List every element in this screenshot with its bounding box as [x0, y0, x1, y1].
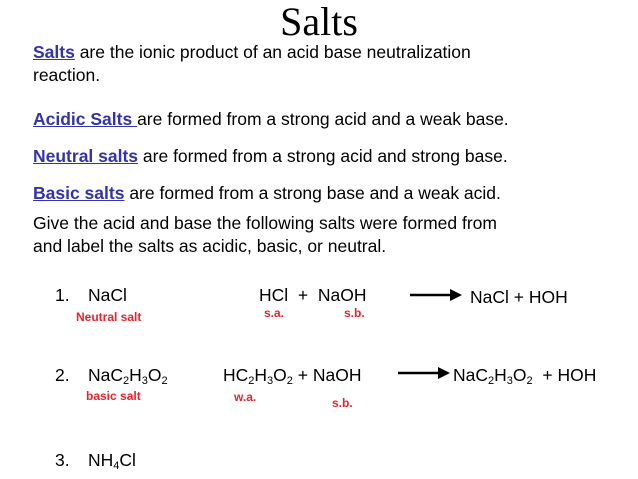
problem-1-products: NaCl + HOH	[470, 287, 568, 307]
reaction-arrow-icon	[410, 288, 462, 302]
definition-salts-line2: reaction.	[33, 65, 101, 85]
definition-salts	[33, 41, 471, 64]
problem-2-label: basic salt	[86, 389, 141, 403]
definition-acidic-text: are formed from a strong acid and a weak base.	[137, 109, 509, 129]
problem-1-acid-note: s.a.	[264, 306, 285, 320]
term-acidic-salts: Acidic Salts	[33, 109, 138, 129]
problem-2-products: $NaC_2H_3O_2$ + HOH	[453, 365, 597, 387]
problem-2-acid-note: w.a.	[234, 390, 257, 404]
term-salts: Salts	[33, 42, 75, 62]
problem-2-reactants: $HC_2H_3O_2$ + NaOH	[223, 365, 362, 387]
reaction-arrow-icon	[398, 366, 450, 380]
definition-salts-text: are the ionic product of an acid base neutralization	[74, 42, 471, 62]
instructions-line1: Give the acid and base the following salts were formed from	[33, 213, 497, 233]
problem-2-salt: $NaC_2H_3O_2$	[88, 365, 168, 387]
problem-2-number: 2.	[55, 365, 70, 385]
problem-3-number: 3.	[55, 450, 70, 470]
instructions-line2: and label the salts as acidic, basic, or neutral.	[33, 236, 387, 256]
problem-3-salt: $NH_4Cl$	[88, 450, 136, 472]
definition-basic-text: are formed from a strong base and a weak acid.	[124, 183, 501, 203]
term-basic-salts: Basic salts	[33, 183, 125, 203]
problem-1-label: Neutral salt	[76, 310, 142, 324]
problem-1-salt: NaCl	[88, 285, 127, 305]
definition-neutral-salts	[33, 145, 508, 168]
problem-1-base-note: s.b.	[344, 306, 365, 320]
definition-basic-salts	[33, 182, 501, 205]
definition-neutral-text: are formed from a strong acid and strong base.	[138, 146, 508, 166]
problem-1-reactants: HCl + NaOH	[259, 285, 367, 305]
problem-2-base-note: s.b.	[332, 396, 353, 410]
term-neutral-salts: Neutral salts	[33, 146, 139, 166]
page-title: Salts	[280, 0, 358, 44]
problem-1-number: 1.	[55, 285, 70, 305]
definition-acidic-salts	[33, 108, 509, 131]
